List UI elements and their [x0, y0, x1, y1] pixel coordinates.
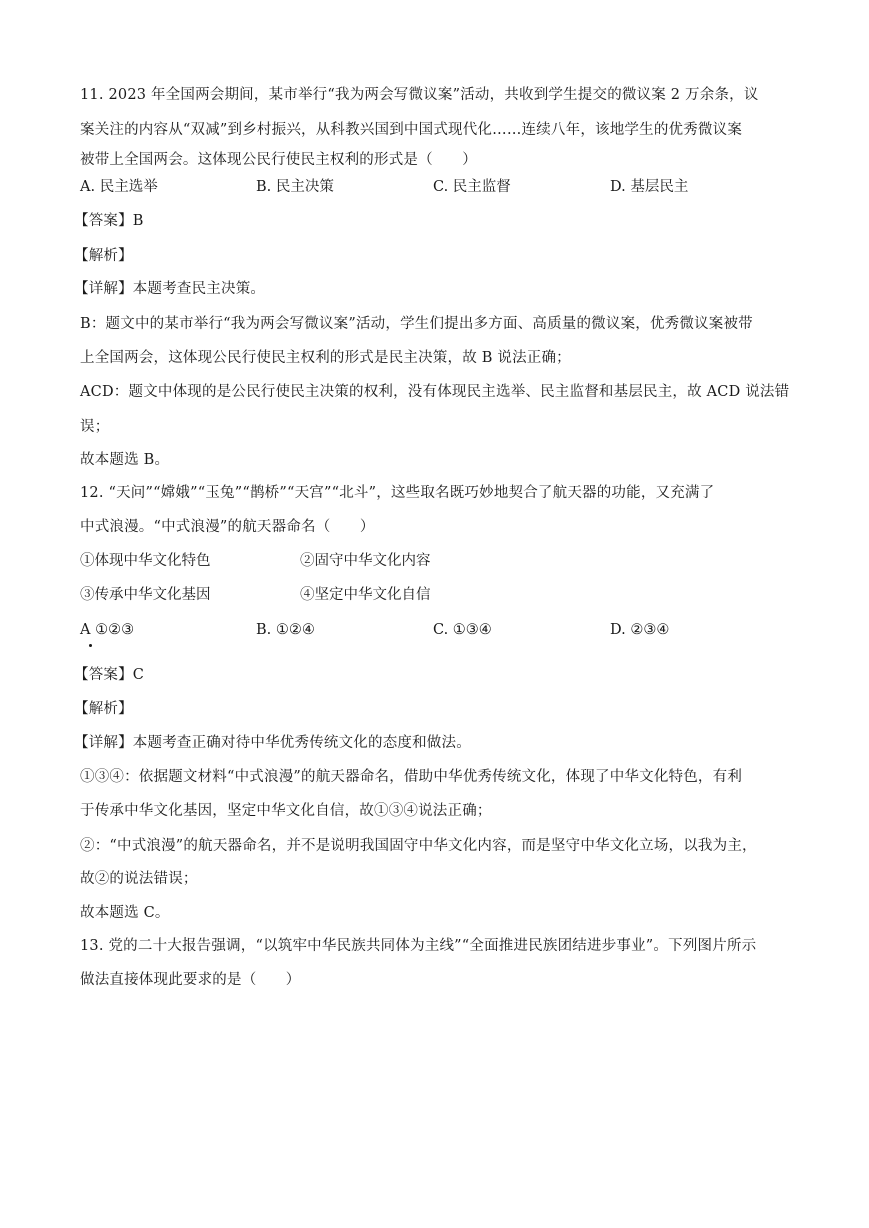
q12-explanation-line-3: ②：“中式浪漫”的航天器命名，并不是说明我国固守中华文化内容，而是坚守中华文化立场，以我为主， — [80, 838, 757, 854]
q12-explanation-line-1: ①③④：依据题文材料“中式浪漫”的航天器命名，借助中华优秀传统文化，体现了中华文化特色，有利 — [80, 769, 743, 785]
q12-option-d: D. ②③④ — [610, 622, 670, 638]
q11-option-a: A. 民主选举 — [80, 179, 158, 195]
q12-conclusion: 故本题选 C。 — [80, 905, 170, 921]
q12-explanation-line-4: 故②的说法错误； — [80, 871, 198, 887]
q12-statement-4: ④坚定中华文化自信 — [300, 587, 431, 603]
q12-detail: 【详解】本题考查正确对待中华优秀传统文化的态度和做法。 — [74, 735, 471, 751]
q12-option-a: A ①②③ — [80, 622, 135, 638]
q11-answer: 【答案】B — [74, 213, 144, 229]
q11-option-b: B. 民主决策 — [256, 179, 334, 195]
q13-stem-line-2: 做法直接体现此要求的是（ ） — [80, 972, 301, 988]
option-a-dot-mark — [89, 644, 92, 647]
q11-analysis-heading: 【解析】 — [74, 248, 133, 264]
q11-explanation-line-3: ACD：题文中体现的是公民行使民主决策的权利，没有体现民主选举、民主监督和基层民主，故 ACD 说法错 — [80, 384, 790, 400]
q11-stem-line-1: 11. 2023 年全国两会期间，某市举行“我为两会写微议案”活动，共收到学生提交的微议案 2 万余条，议 — [80, 87, 759, 103]
q11-explanation-line-1: B：题文中的某市举行“我为两会写微议案”活动，学生们提出多方面、高质量的微议案，优秀微议案被带 — [80, 316, 753, 332]
q11-stem-line-3: 被带上全国两会。这体现公民行使民主权利的形式是（ ） — [80, 152, 477, 168]
q12-analysis-heading: 【解析】 — [74, 701, 133, 717]
q12-explanation-line-2: 于传承中华文化基因，坚定中华文化自信，故①③④说法正确； — [80, 803, 492, 819]
q11-stem-line-2: 案关注的内容从“双减”到乡村振兴，从科教兴国到中国式现代化……连续八年，该地学生的优秀微议案 — [80, 122, 743, 138]
q12-answer: 【答案】C — [74, 667, 145, 683]
q11-conclusion: 故本题选 B。 — [80, 452, 170, 468]
q12-stem-line-1: 12. “天问”“嫦娥”“玉兔”“鹊桥”“天宫”“北斗”，这些取名既巧妙地契合了航天器的功能，又充满了 — [80, 485, 715, 501]
q11-explanation-line-4: 误； — [80, 419, 110, 435]
q11-detail: 【详解】本题考查民主决策。 — [74, 281, 266, 297]
q12-statement-2: ②固守中华文化内容 — [300, 553, 431, 569]
q12-statement-3: ③传承中华文化基因 — [80, 587, 211, 603]
q11-option-d: D. 基层民主 — [610, 179, 689, 195]
q11-option-c: C. 民主监督 — [433, 179, 511, 195]
q13-stem-line-1: 13. 党的二十大报告强调，“以筑牢中华民族共同体为主线”“全面推进民族团结进步事业”。下列图片所示 — [80, 938, 757, 954]
q12-option-b: B. ①②④ — [256, 622, 315, 638]
q12-option-c: C. ①③④ — [433, 622, 492, 638]
q11-explanation-line-2: 上全国两会，这体现公民行使民主权利的形式是民主决策，故 B 说法正确； — [80, 350, 571, 366]
q12-stem-line-2: 中式浪漫。“中式浪漫”的航天器命名（ ） — [80, 519, 375, 535]
q12-statement-1: ①体现中华文化特色 — [80, 553, 211, 569]
